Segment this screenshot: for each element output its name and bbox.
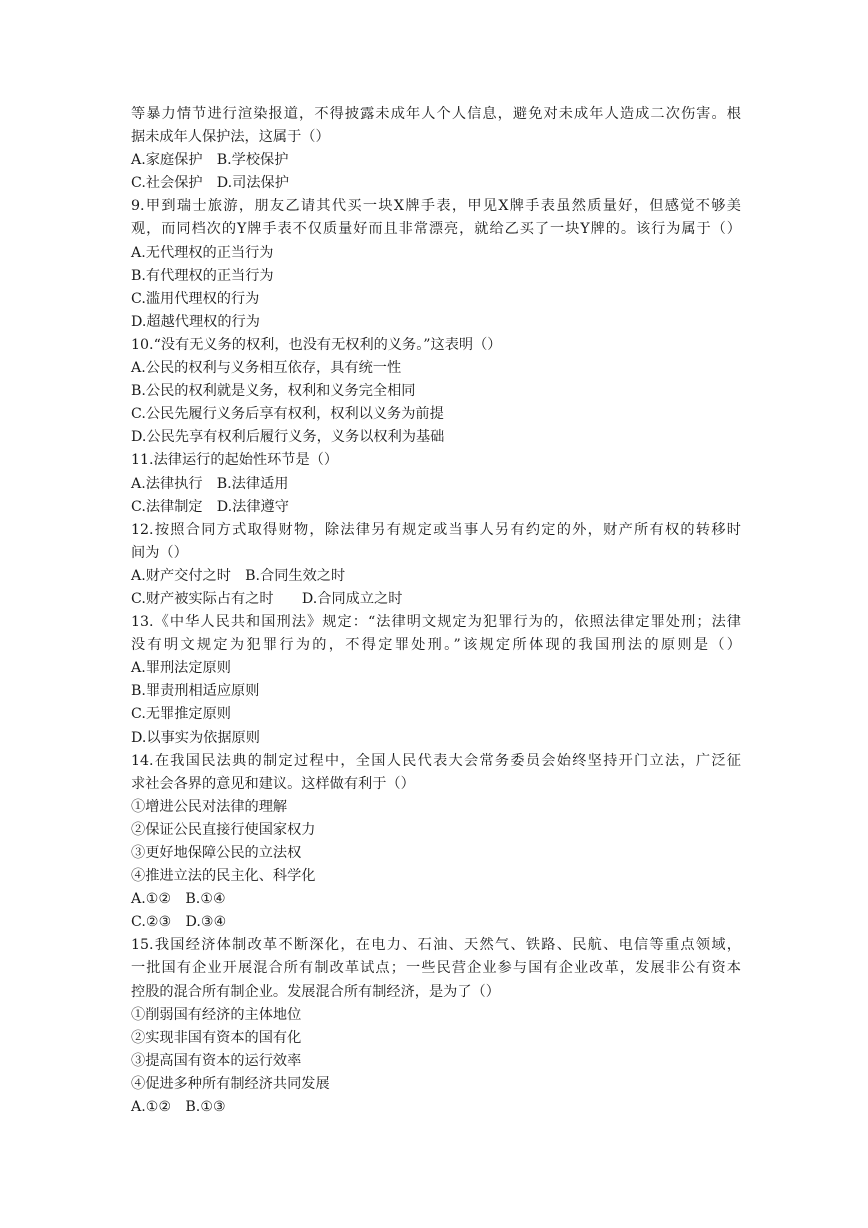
statement-line: ①削弱国有经济的主体地位 xyxy=(131,1006,302,1023)
option-line: C.滥用代理权的行为 xyxy=(131,290,260,307)
option-line: B.罪责刑相适应原则 xyxy=(131,683,260,700)
option-line: A.家庭保护 B.学校保护 xyxy=(131,152,289,169)
question-13: 13.《中华人民共和国刑法》规定：“法律明文规定为犯罪行为的，依照法律定罪处刑；法律 xyxy=(131,614,741,631)
question-9: 9.甲到瑞士旅游，朋友乙请其代买一块X牌手表，甲见X牌手表虽然质量好，但感觉不够美 xyxy=(131,198,741,215)
option-line: A.罪刑法定原则 xyxy=(131,660,231,677)
option-line: A.无代理权的正当行为 xyxy=(131,244,274,261)
question-text-block xyxy=(131,103,741,1119)
text-line: 控股的混合所有制企业。发展混合所有制经济，是为了（） xyxy=(131,983,500,1000)
option-line: C.公民先履行义务后享有权利，权利以义务为前提 xyxy=(131,406,444,423)
text-line: 没有明文规定为犯罪行为的，不得定罪处刑。”该规定所体现的我国刑法的原则是（） xyxy=(131,637,741,654)
question-15: 15.我国经济体制改革不断深化，在电力、石油、天然气、铁路、民航、电信等重点领域， xyxy=(131,937,741,954)
statement-line: ④促进多种所有制经济共同发展 xyxy=(131,1075,330,1092)
statement-line: ④推进立法的民主化、科学化 xyxy=(131,868,316,885)
text-line: 间为（） xyxy=(131,544,188,561)
text-line: 据未成年人保护法，这属于（） xyxy=(131,129,330,146)
option-line: A.公民的权利与义务相互依存，具有统一性 xyxy=(131,360,402,377)
text-line: 求社会各界的意见和建议。这样做有利于（） xyxy=(131,775,415,792)
option-line: C.②③ D.③④ xyxy=(131,914,227,931)
statement-line: ③更好地保障公民的立法权 xyxy=(131,845,302,861)
question-12: 12.按照合同方式取得财物，除法律另有规定或当事人另有约定的外，财产所有权的转移时 xyxy=(131,521,741,538)
statement-line: ②实现非国有资本的国有化 xyxy=(131,1029,302,1046)
statement-line: ③提高国有资本的运行效率 xyxy=(131,1052,302,1069)
question-10: 10.“没有无义务的权利，也没有无权利的义务。”这表明（） xyxy=(131,336,502,353)
option-line: A.①② B.①④ xyxy=(131,891,226,908)
option-line: C.财产被实际占有之时 D.合同成立之时 xyxy=(131,590,403,607)
question-14: 14.在我国民法典的制定过程中，全国人民代表大会常务委员会始终坚持开门立法，广泛征 xyxy=(131,752,741,769)
option-line: C.社会保护 D.司法保护 xyxy=(131,175,289,192)
text-line: 观，而同档次的Y牌手表不仅质量好而且非常漂亮，就给乙买了一块Y牌的。该行为属于（） xyxy=(131,221,741,238)
option-line: A.法律执行 B.法律适用 xyxy=(131,475,289,492)
statement-line: ②保证公民直接行使国家权力 xyxy=(131,821,316,838)
text-line: 一批国有企业开展混合所有制改革试点；一些民营企业参与国有企业改革，发展非公有资本 xyxy=(131,960,741,977)
option-line: D.以事实为依据原则 xyxy=(131,729,260,746)
option-line: D.超越代理权的行为 xyxy=(131,313,260,330)
option-line: B.有代理权的正当行为 xyxy=(131,267,274,284)
question-11: 11.法律运行的起始性环节是（） xyxy=(131,452,339,469)
option-line: A.①② B.①③ xyxy=(131,1099,226,1116)
option-line: C.无罪推定原则 xyxy=(131,706,231,723)
text-line: 等暴力情节进行渲染报道，不得披露未成年人个人信息，避免对未成年人造成二次伤害。根 xyxy=(131,106,741,122)
option-line: C.法律制定 D.法律遵守 xyxy=(131,498,289,515)
option-line: B.公民的权利就是义务，权利和义务完全相同 xyxy=(131,383,416,400)
statement-line: ①增进公民对法律的理解 xyxy=(131,798,288,815)
option-line: A.财产交付之时 B.合同生效之时 xyxy=(131,567,346,584)
option-line: D.公民先享有权利后履行义务，义务以权利为基础 xyxy=(131,429,445,446)
